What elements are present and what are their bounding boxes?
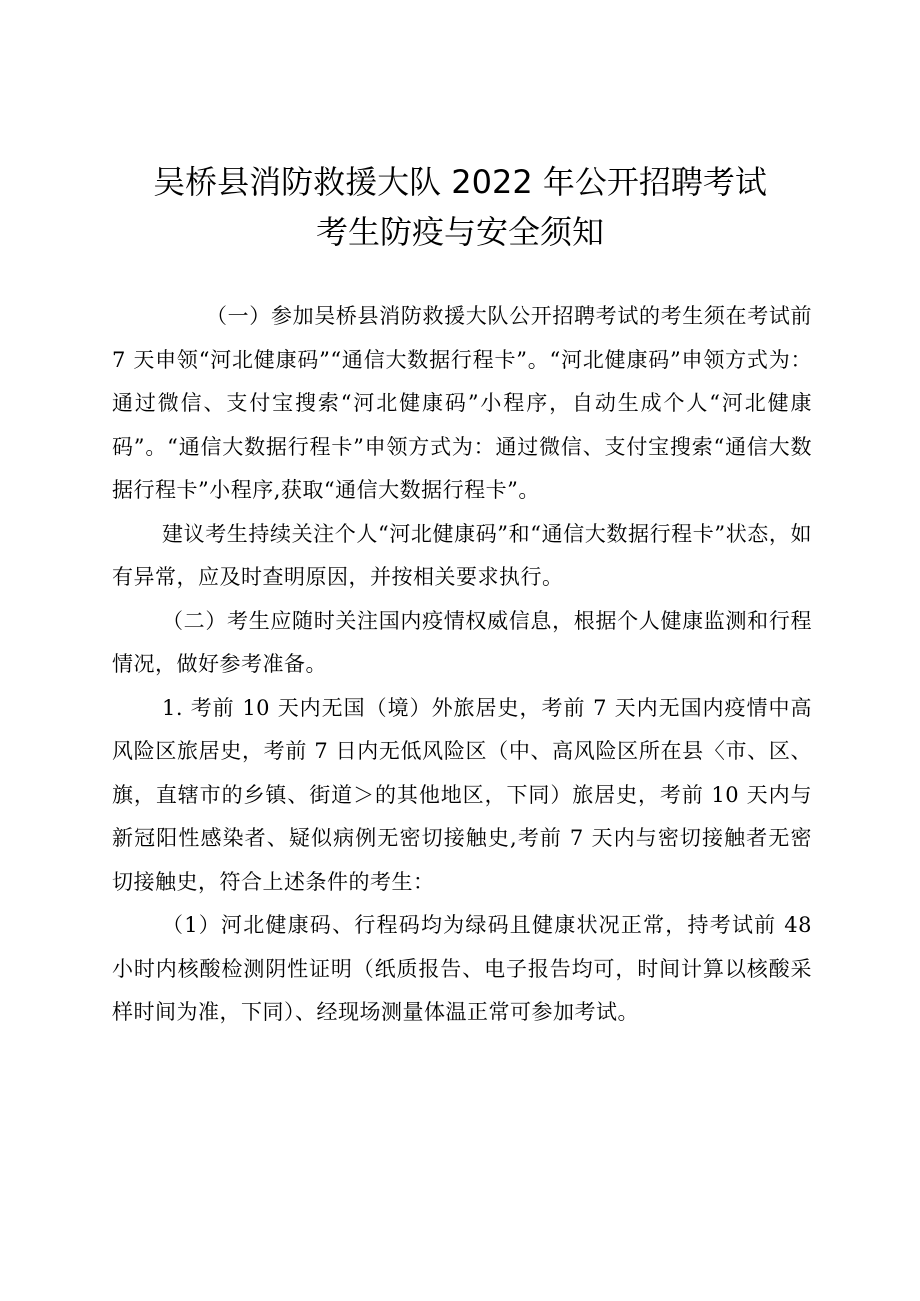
document-title-line-2: 考生防疫与安全须知 xyxy=(315,213,604,251)
document-body xyxy=(112,295,812,1035)
paragraph-1: （一）参加吴桥县消防救援大队公开招聘考试的考生须在考试前 7 天申领“河北健康码”“通信大数据行程卡”。“河北健康码”申领方式为：通过微信、支付宝搜索“河北健康码”小程序，自动生成个人“河北健康码”。“通信大数据行程卡”申领方式为：通过微信、支付宝搜索“通信大数据行程卡”小程序,获取“通信大数据行程卡”。 xyxy=(112,304,812,502)
paragraph-3: （二）考生应随时关注国内疫情权威信息，根据个人健康监测和行程情况，做好参考准备。 xyxy=(112,608,812,676)
paragraph-2: 建议考生持续关注个人“河北健康码”和“通信大数据行程卡”状态，如有异常，应及时查明原因，并按相关要求执行。 xyxy=(112,521,812,589)
paragraph-5: （1）河北健康码、行程码均为绿码且健康状况正常，持考试前 48 小时内核酸检测阴性证明（纸质报告、电子报告均可，时间计算以核酸采样时间为准，下同）、经现场测量体温正常可参加考试。 xyxy=(112,913,812,1024)
paragraph-4: 1. 考前 10 天内无国（境）外旅居史，考前 7 天内无国内疫情中高风险区旅居史，考前 7 日内无低风险区（中、高风险区所在县〈市、区、旗，直辖市的乡镇、街道＞的其他地区，下同）旅居史，考前 10 天内与新冠阳性感染者、疑似病例无密切接触史,考前 7 天内与密切接触者无密切接触史，符合上述条件的考生： xyxy=(112,695,812,894)
document-title-line-1: 吴桥县消防救援大队 2022 年公开招聘考试 xyxy=(153,163,767,201)
